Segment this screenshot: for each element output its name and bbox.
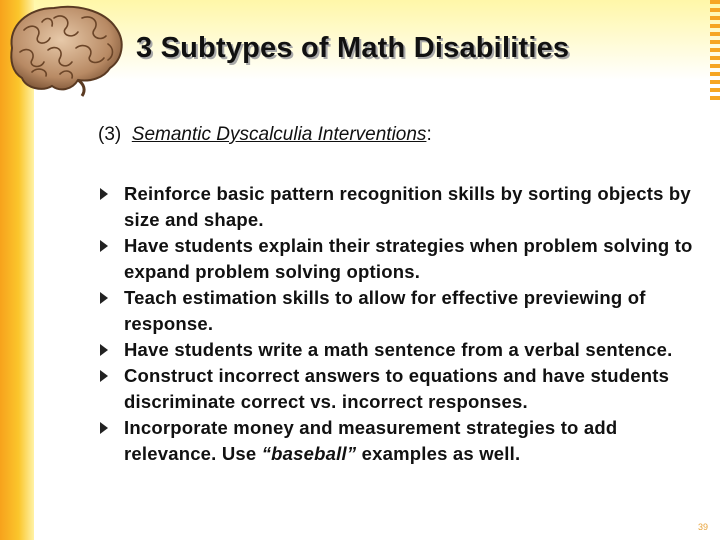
bullet-item: Have students explain their strategies when problem solving to expand problem solving options. <box>96 233 696 285</box>
triangle-bullet-icon <box>100 188 108 200</box>
subtitle-suffix: : <box>426 124 432 145</box>
subtitle-name: Semantic Dyscalculia Interventions <box>131 124 427 145</box>
brain-icon <box>2 0 130 98</box>
triangle-bullet-icon <box>100 422 108 434</box>
section-subtitle <box>98 124 432 146</box>
triangle-bullet-icon <box>100 344 108 356</box>
bullet-item: Have students write a math sentence from a verbal sentence. <box>96 337 696 363</box>
bullet-item: Reinforce basic pattern recognition skills by sorting objects by size and shape. <box>96 181 696 233</box>
right-stripes <box>710 0 720 104</box>
triangle-bullet-icon <box>100 240 108 252</box>
subtitle-prefix: (3) <box>98 124 122 145</box>
bullet-list <box>96 181 696 467</box>
triangle-bullet-icon <box>100 292 108 304</box>
bullet-item: Incorporate money and measurement strategies to add relevance. Use “baseball” examples as well. <box>96 415 696 467</box>
triangle-bullet-icon <box>100 370 108 382</box>
slide-title: 3 Subtypes of Math Disabilities <box>136 32 570 64</box>
bullet-item: Teach estimation skills to allow for effective previewing of response. <box>96 285 696 337</box>
page-number: 39 <box>697 522 708 532</box>
bullet-item: Construct incorrect answers to equations and have students discriminate correct vs. incorrect responses. <box>96 363 696 415</box>
